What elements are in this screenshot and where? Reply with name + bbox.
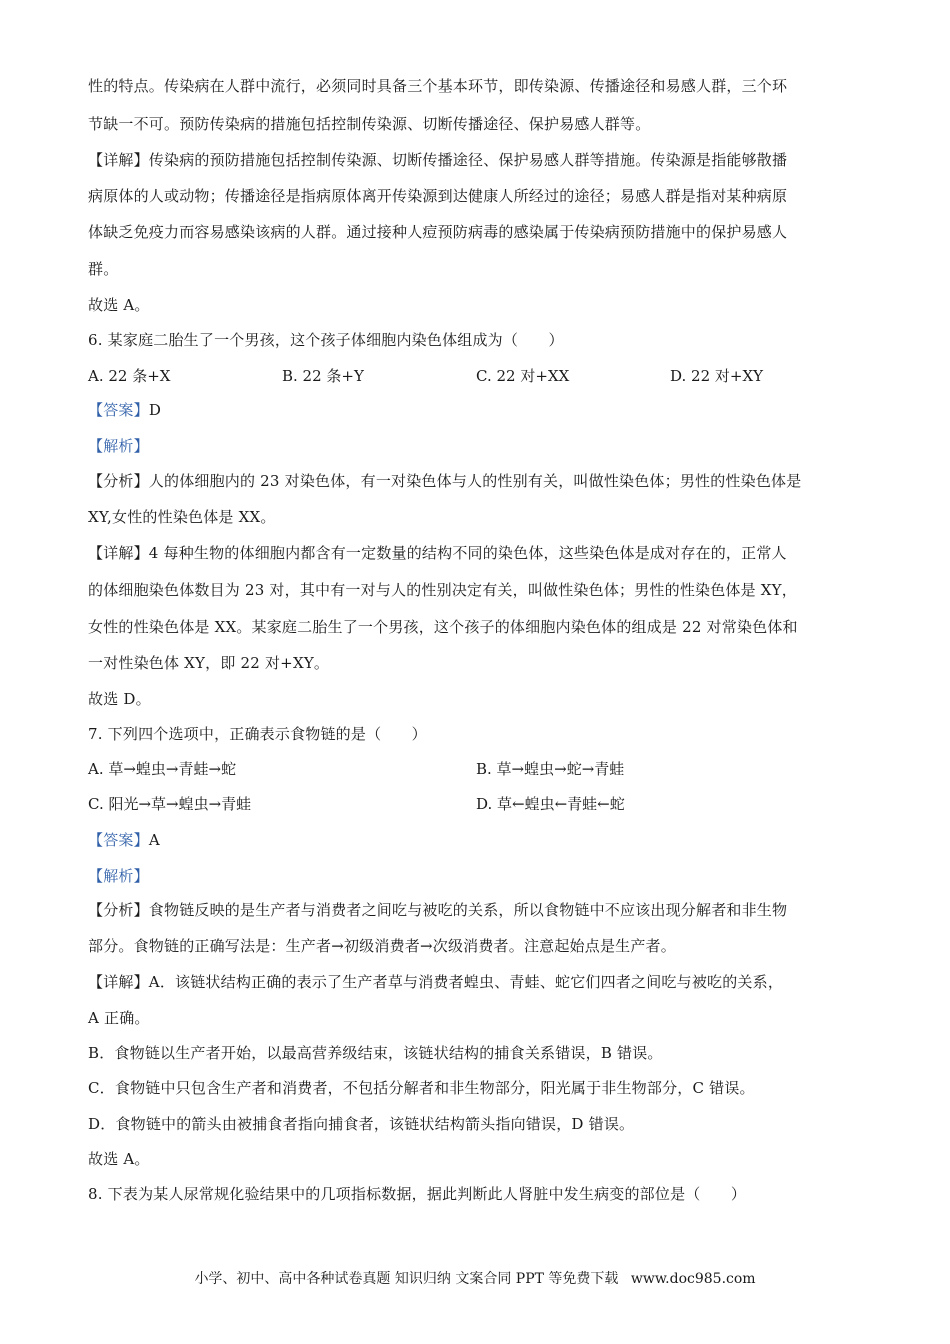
- q7-detail-line: C．食物链中只包含生产者和消费者，不包括分解者和非生物部分，阳光属于非生物部分，C 错误。: [88, 1079, 755, 1097]
- q7-option-d: D. 草←蝗虫←青蛙←蛇: [476, 795, 625, 813]
- conclusion-line: 故选 D。: [88, 690, 151, 708]
- q7-analysis-line: 部分。食物链的正确写法是：生产者→初级消费者→次级消费者。注意起始点是生产者。: [88, 937, 676, 955]
- q6-option-d: D. 22 对+XY: [670, 367, 764, 385]
- paragraph-line: 节缺一不可。预防传染病的措施包括控制传染源、切断传播途径、保护易感人群等。: [88, 115, 651, 133]
- q7-option-a: A. 草→蝗虫→青蛙→蛇: [88, 760, 237, 778]
- q6-option-b: B. 22 条+Y: [282, 367, 364, 385]
- answer-value: D: [148, 401, 162, 419]
- question-6-stem: 6. 某家庭二胎生了一个男孩，这个孩子体细胞内染色体组成为（ ）: [88, 331, 564, 349]
- paragraph-line: 病原体的人或动物；传播途径是指病原体离开传染源到达健康人所经过的途径；易感人群是指对某种病原: [88, 187, 788, 205]
- analysis-tag: 【解析】: [88, 437, 149, 455]
- paragraph-line: 【详解】传染病的预防措施包括控制传染源、切断传播途径、保护易感人群等措施。传染源是指能够散播: [88, 151, 788, 169]
- q6-option-c: C. 22 对+XX: [476, 367, 570, 385]
- conclusion-line: 故选 A。: [88, 1150, 150, 1168]
- paragraph-line: 体缺乏免疫力而容易感染该病的人群。通过接种人痘预防病毒的感染属于传染病预防措施中的保护易感人: [88, 223, 788, 241]
- q6-answer-line: [88, 400, 161, 420]
- q7-option-c: C. 阳光→草→蝗虫→青蛙: [88, 795, 252, 813]
- answer-tag: 【答案】: [88, 401, 149, 419]
- analysis-tag: 【解析】: [88, 867, 149, 885]
- answer-tag: 【答案】: [88, 831, 149, 849]
- q7-answer-line: [88, 830, 160, 850]
- answer-value: A: [148, 831, 160, 849]
- paragraph-line: 群。: [88, 260, 119, 278]
- q6-option-a: A. 22 条+X: [88, 367, 171, 385]
- q6-detail-line: 一对性染色体 XY，即 22 对+XY。: [88, 654, 330, 672]
- q7-detail-line: 【详解】A．该链状结构正确的表示了生产者草与消费者蝗虫、青蛙、蛇它们四者之间吃与被吃的关系，: [88, 973, 784, 991]
- q7-analysis-line: 【分析】食物链反映的是生产者与消费者之间吃与被吃的关系，所以食物链中不应该出现分解者和非生物: [88, 901, 788, 919]
- footer-site-link[interactable]: www.doc985.com: [630, 1271, 756, 1287]
- question-7-stem: 7. 下列四个选项中，正确表示食物链的是（ ）: [88, 725, 427, 743]
- q6-analysis-line: 【分析】人的体细胞内的 23 对染色体，有一对染色体与人的性别有关，叫做性染色体；男性的性染色体是: [88, 472, 802, 490]
- q7-option-b: B. 草→蝗虫→蛇→青蛙: [476, 760, 625, 778]
- paragraph-line: 性的特点。传染病在人群中流行，必须同时具备三个基本环节，即传染源、传播途径和易感人群，三个环: [88, 77, 788, 95]
- question-8-stem: 8. 下表为某人尿常规化验结果中的几项指标数据，据此判断此人肾脏中发生病变的部位是（ ）: [88, 1185, 747, 1203]
- q7-detail-line: A 正确。: [88, 1009, 150, 1027]
- q7-detail-line: B．食物链以生产者开始，以最高营养级结束，该链状结构的捕食关系错误，B 错误。: [88, 1044, 663, 1062]
- q6-detail-line: 的体细胞染色体数目为 23 对，其中有一对与人的性别决定有关，叫做性染色体；男性的性染色体是 XY，: [88, 581, 797, 599]
- q6-analysis-line: XY,女性的性染色体是 XX。: [88, 508, 276, 526]
- page-footer: [0, 1269, 950, 1289]
- q6-detail-line: 女性的性染色体是 XX。某家庭二胎生了一个男孩，这个孩子的体细胞内染色体的组成是 22 对常染色体和: [88, 618, 798, 636]
- q7-detail-line: D．食物链中的箭头由被捕食者指向捕食者，该链状结构箭头指向错误，D 错误。: [88, 1115, 635, 1133]
- footer-text: 小学、初中、高中各种试卷真题 知识归纳 文案合同 PPT 等免费下载: [194, 1271, 619, 1287]
- q6-detail-line: 【详解】4 每种生物的体细胞内都含有一定数量的结构不同的染色体，这些染色体是成对存在的，正常人: [88, 544, 787, 562]
- conclusion-line: 故选 A。: [88, 296, 150, 314]
